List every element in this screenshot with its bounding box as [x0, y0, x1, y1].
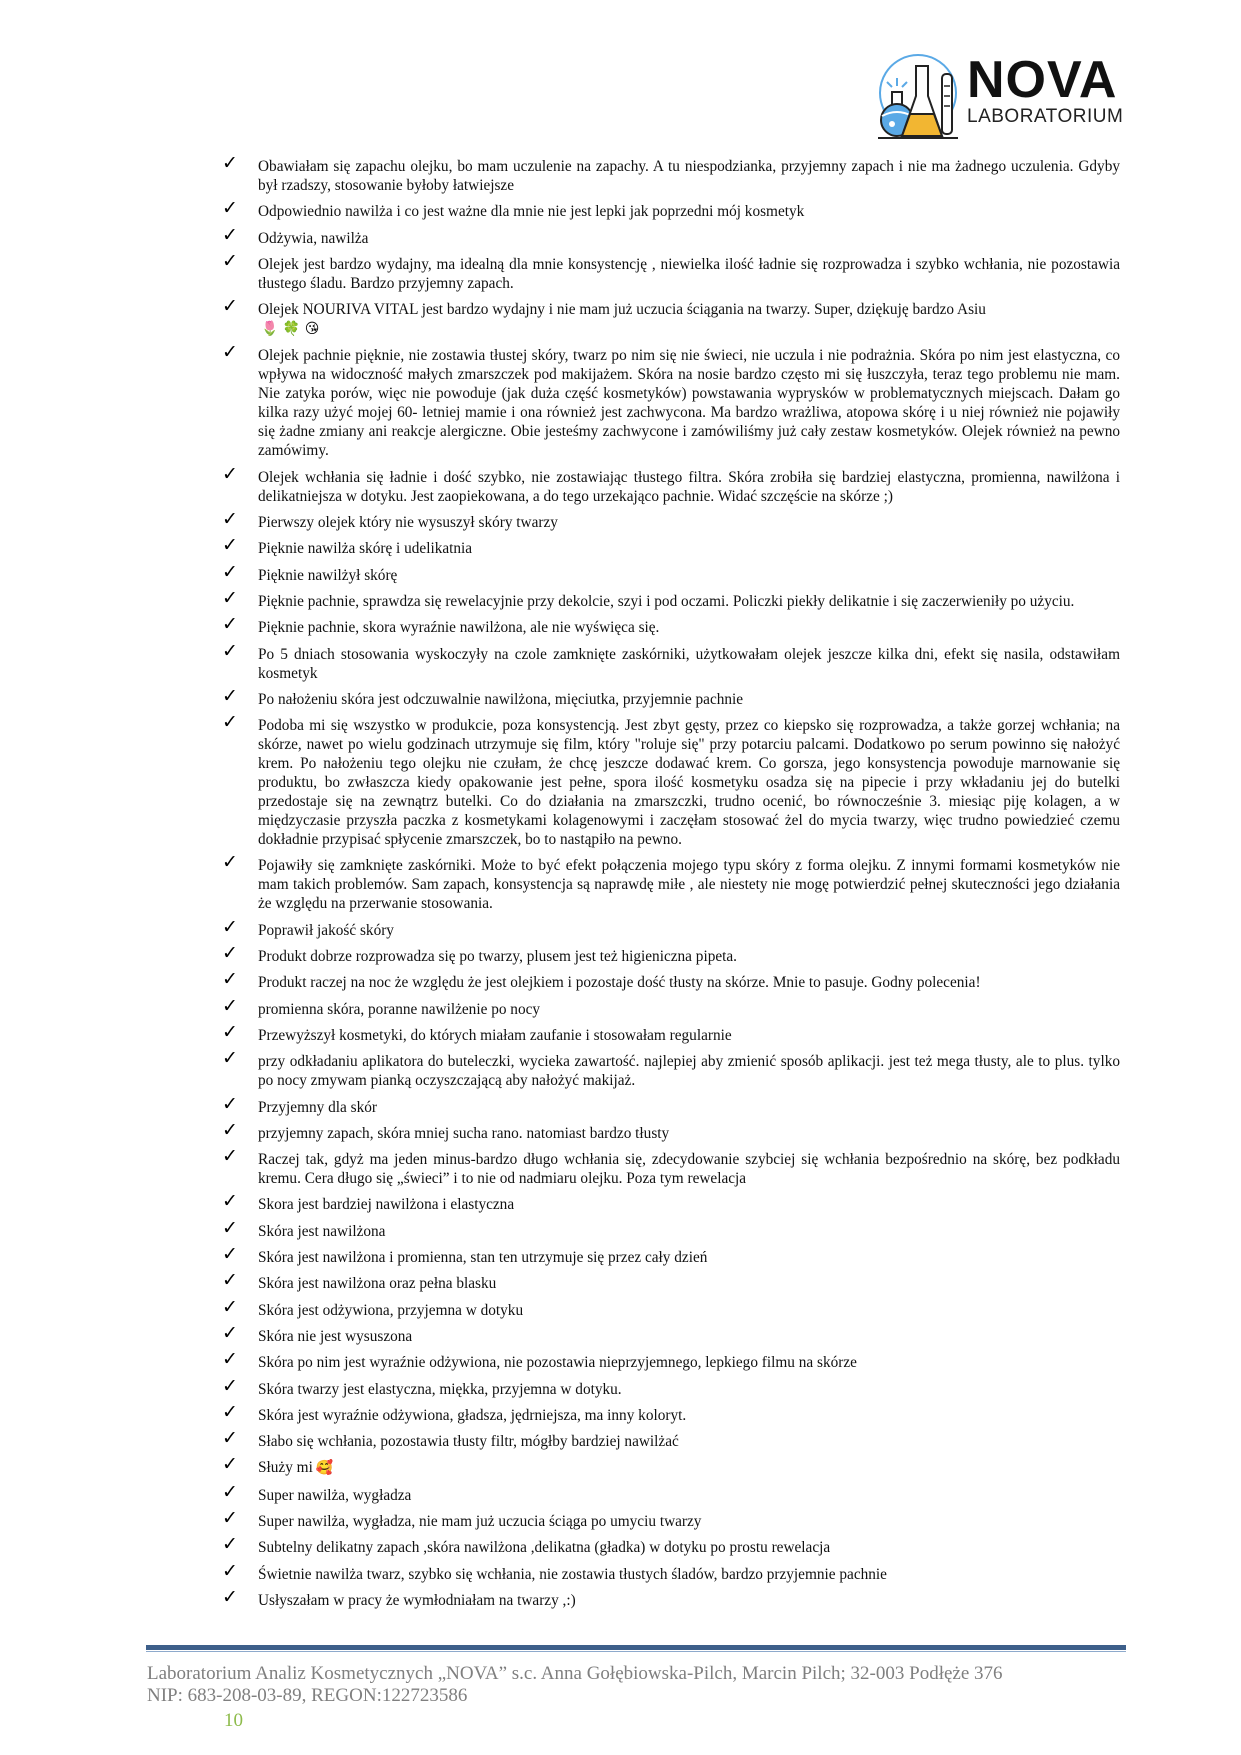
lab-flasks-icon [872, 52, 964, 144]
review-text: Obawiałam się zapachu olejku, bo mam uczulenie na zapachy. A tu niespodzianka, przyjemny zapach i nie ma żadnego uczulenia. Gdyby był rzadszy, stosowanie byłoby łatwiejsze [258, 158, 1120, 194]
checkmark-icon: ✓ [222, 1321, 238, 1344]
review-item [222, 613, 1120, 637]
footer-address: Laboratorium Analiz Kosmetycznych „NOVA” s.c. Anna Gołębiowska-Pilch, Marcin Pilch; 32-003 Podłęże 376 [147, 1663, 1003, 1684]
checkmark-icon: ✓ [222, 1145, 238, 1168]
review-text: Pojawiły się zamknięte zaskórniki. Może to być efekt połączenia mojego typu skóry z forma olejku. Z innymi formami kosmetyków nie mam takich problemów. Sam zapach, konsystencja są naprawdę miłe , ale niestety nie mogę potwierdzić pełnej skuteczności jego działania że względu na przerwanie stosowania. [258, 857, 1120, 913]
review-item [222, 994, 1120, 1019]
footer-tax-ids: NIP: 683-208-03-89, REGON:122723586 [147, 1685, 468, 1706]
checkmark-icon: ✓ [222, 1118, 238, 1141]
review-item [222, 1118, 1120, 1143]
review-text: Podoba mi się wszystko w produkcie, poza konsystencją. Jest zbyt gęsty, przez co kiepsko się rozprowadza, a także gorzej wchłania; na skórze, nawet po wielu godzinach utrzymuje się film, który "roluje się" przy potarciu palcami. Dodatkowo po serum powinno się nałożyć krem. Po nałożeniu tego olejku nie czułam, że chcę jeszcze dodawać krem. Co gorsza, jego konsystencja powoduje marnowanie się produktu, bo zwłaszcza kiedy opakowanie jest pełne, spora ilość kosmetyku osadza się na pipecie i przy wkładaniu jej do butelki przedostaje się na zewnątrz butelki. Co do działania na zmarszczki, trudno ocenić, bo równocześnie 3. miesiąc piję kolagen, a w międzyczasie przyszła paczka z kosmetykami kolagenowymi i zaczęłam stosować żel do mycia twarzy, więc trudno powiedzieć czemu dokładnie przypisać spłycenie zmarszczek, bo to nastąpiło na pewno. [258, 717, 1120, 849]
review-text: Raczej tak, gdyż ma jeden minus-bardzo długo wchłania się, zdecydowanie szybciej się wchłania bezpośrednio na skórę, bez podkładu kremu. Cera długo się „świeci” i to nie od nadmiaru olejku. Poza tym rewelacja [258, 1151, 1120, 1188]
review-text: Słabo się wchłania, pozostawia tłusty filtr, mógłby bardziej nawilżać [258, 1433, 679, 1451]
review-item [222, 1374, 1120, 1399]
checkmark-icon: ✓ [222, 1047, 238, 1070]
checkmark-icon: ✓ [222, 197, 238, 220]
review-item [222, 1453, 1120, 1478]
checkmark-icon: ✓ [222, 968, 238, 991]
emoji-icon: 🥰 [315, 1460, 334, 1477]
checkmark-icon: ✓ [222, 994, 238, 1017]
review-item [222, 1585, 1120, 1610]
review-item [222, 1020, 1120, 1045]
review-text: Służy mi [258, 1459, 313, 1477]
checkmark-icon: ✓ [222, 711, 238, 734]
review-item [222, 1269, 1120, 1293]
checkmark-icon: ✓ [222, 1348, 238, 1371]
checkmark-icon: ✓ [222, 639, 238, 662]
checkmark-icon: ✓ [222, 586, 238, 609]
review-text: Olejek NOURIVA VITAL jest bardzo wydajny i nie mam już uczucia ściągania na twarzy. Super, dziękuję bardzo Asiu [258, 301, 986, 319]
review-item [222, 462, 1120, 506]
checkmark-icon: ✓ [222, 1480, 238, 1503]
review-item [222, 1145, 1120, 1188]
review-item [222, 684, 1120, 709]
nova-laboratorium-logo [872, 52, 1132, 144]
review-text: Skóra jest nawilżona oraz pełna blasku [258, 1275, 497, 1293]
review-text: Olejek pachnie pięknie, nie zostawia tłustej skóry, twarz po nim się nie świeci, nie uczula i nie podrażnia. Skóra po nim jest elastyczna, co wpływa na widoczność małych zmarszczek pod makijażem. Skóra na nosie bardzo często mi się łuszczyła, teraz tego problemu nie mam. Nie zatyka porów, więc nie powoduje (jak duża część kosmetyków) powstawania wyprysków w problematycznych miejscach. Dałam go kilka razy użyć mojej 60- letniej mamie i ona również jest zachwycona. Ma bardzo wrażliwa, atopowa skórę i u niej również nie pojawiły się żadne zmiany ani reakcje alergiczne. Obie jesteśmy zachwycone i zamówiliśmy już cały zestaw kosmetyków. Olejek również na pewno zamówimy. [258, 347, 1120, 460]
review-text: Po 5 dniach stosowania wyskoczyły na czole zamknięte zaskórniki, użytkowałam olejek jeszcze kilka dni, efekt się nasila, odstawiłam kosmetyk [258, 645, 1120, 682]
review-text: Super nawilża, wygładza [258, 1486, 412, 1504]
checkmark-icon: ✓ [222, 1453, 238, 1476]
review-text: Poprawił jakość skóry [258, 921, 394, 939]
review-item [222, 1427, 1120, 1451]
review-text: Skóra twarzy jest elastyczna, miękka, przyjemna w dotyku. [258, 1380, 622, 1398]
review-text: Skóra jest nawilżona [258, 1222, 386, 1240]
checkmark-icon: ✓ [222, 1427, 238, 1450]
checkmark-icon: ✓ [222, 1092, 238, 1115]
review-text: przy odkładaniu aplikatora do buteleczki, wycieka zawartość. najlepiej aby zmienić sposób aplikacji. jest też mega tłusty, ale to plus. tylko po nocy zmywam pianką oczyszczającą aby nałożyć makijaż. [258, 1053, 1120, 1090]
review-text: Pięknie nawilżył skórę [258, 566, 398, 584]
checkmark-icon: ✓ [222, 915, 238, 938]
review-text: Subtelny delikatny zapach ,skóra nawilżona ,delikatna (gładka) w dotyku po prostu rewelacja [258, 1539, 831, 1557]
review-text: Przyjemny dla skór [258, 1098, 377, 1116]
review-item [222, 1321, 1120, 1346]
review-item [222, 341, 1120, 460]
footer-divider-thin [146, 1651, 1126, 1652]
review-item [222, 968, 1120, 992]
review-text: Pięknie pachnie, skora wyraźnie nawilżona, ale nie wyświęca się. [258, 619, 660, 637]
review-text: Pierwszy olejek który nie wysuszył skóry twarzy [258, 514, 558, 532]
review-text: Odpowiednio nawilża i co jest ważne dla mnie nie jest lepki jak poprzedni mój kosmetyk [258, 203, 805, 221]
review-text: promienna skóra, poranne nawilżenie po nocy [258, 1000, 541, 1018]
review-item [222, 586, 1120, 611]
checkmark-icon: ✓ [222, 152, 238, 174]
review-text: Skóra po nim jest wyraźnie odżywiona, nie pozostawia nieprzyjemnego, lepkiego filmu na skórze [258, 1354, 857, 1372]
footer-divider [146, 1645, 1126, 1650]
review-item [222, 508, 1120, 532]
review-item [222, 1295, 1120, 1320]
checkmark-icon: ✓ [222, 534, 238, 557]
review-item [222, 915, 1120, 940]
logo-name: NOVA [967, 51, 1118, 109]
checkmark-icon: ✓ [222, 1269, 238, 1292]
review-text: Skóra nie jest wysuszona [258, 1327, 413, 1345]
review-item [222, 534, 1120, 558]
review-text: Super nawilża, wygładza, nie mam już uczucia ściąga po umyciu twarzy [258, 1512, 702, 1530]
review-text: Świetnie nawilża twarz, szybko się wchłania, nie zostawia tłustych śladów, bardzo przyjemnie pachnie [258, 1565, 887, 1583]
review-text: Olejek jest bardzo wydajny, ma idealną dla mnie konsystencję , niewielka ilość ładnie się rozprowadza i szybko wchłania, nie pozostawia tłustego śladu. Bardzo przyjemny zapach. [258, 255, 1120, 292]
review-text: Usłyszałam w pracy że wymłodniałam na twarzy ,:) [258, 1591, 576, 1609]
review-item [222, 1216, 1120, 1241]
review-item [222, 152, 1120, 195]
review-item [222, 1348, 1120, 1372]
checkmark-icon: ✓ [222, 249, 238, 272]
review-text: Pięknie nawilża skórę i udelikatnia [258, 540, 473, 558]
footer-company-info [147, 1663, 1003, 1707]
review-text: Skora jest bardziej nawilżona i elastyczna [258, 1196, 515, 1214]
checkmark-icon: ✓ [222, 1533, 238, 1556]
checkmark-icon: ✓ [222, 942, 238, 965]
review-item [222, 1243, 1120, 1267]
checkmark-icon: ✓ [222, 1295, 238, 1318]
reviews-list [222, 152, 1120, 1617]
review-item [222, 197, 1120, 221]
review-text: Produkt raczej na noc że względu że jest olejkiem i pozostaje dość tłusty na skórze. Mnie to pasuje. Godny polecenia! [258, 974, 981, 992]
checkmark-icon: ✓ [222, 508, 238, 531]
checkmark-icon: ✓ [222, 1506, 238, 1529]
review-item [222, 1506, 1120, 1531]
review-item [222, 295, 1120, 339]
logo-subtitle: LABORATORIUM [967, 106, 1124, 127]
review-text: Odżywia, nawilża [258, 229, 369, 247]
review-text: Skóra jest wyraźnie odżywiona, gładsza, jędrniejsza, ma inny koloryt. [258, 1406, 687, 1424]
review-item [222, 639, 1120, 683]
checkmark-icon: ✓ [222, 560, 238, 583]
review-text: Skóra jest odżywiona, przyjemna w dotyku [258, 1301, 524, 1319]
checkmark-icon: ✓ [222, 1585, 238, 1608]
review-item [222, 1400, 1120, 1425]
checkmark-icon: ✓ [222, 1400, 238, 1423]
checkmark-icon: ✓ [222, 341, 238, 364]
review-item [222, 711, 1120, 849]
checkmark-icon: ✓ [222, 1020, 238, 1043]
checkmark-icon: ✓ [222, 295, 238, 318]
checkmark-icon: ✓ [222, 851, 238, 874]
review-item [222, 560, 1120, 585]
checkmark-icon: ✓ [222, 613, 238, 636]
checkmark-icon: ✓ [222, 1190, 238, 1213]
checkmark-icon: ✓ [222, 1559, 238, 1582]
review-text: Skóra jest nawilżona i promienna, stan ten utrzymuje się przez cały dzień [258, 1249, 708, 1267]
checkmark-icon: ✓ [222, 223, 238, 246]
review-text: Pięknie pachnie, sprawdza się rewelacyjnie przy dekolcie, szyi i pod oczami. Policzki piekły delikatnie i się zaczerwieniły po użyciu. [258, 592, 1075, 610]
checkmark-icon: ✓ [222, 1243, 238, 1266]
review-item [222, 942, 1120, 966]
review-item [222, 1533, 1120, 1557]
review-text: Produkt dobrze rozprowadza się po twarzy, plusem jest też higieniczna pipeta. [258, 948, 737, 966]
review-item [222, 1092, 1120, 1117]
checkmark-icon: ✓ [222, 462, 238, 485]
review-item [222, 1559, 1120, 1584]
review-item [222, 1047, 1120, 1090]
review-item [222, 851, 1120, 913]
review-text: Po nałożeniu skóra jest odczuwalnie nawilżona, mięciutka, przyjemnie pachnie [258, 690, 744, 708]
review-text: Przewyższył kosmetyki, do których miałam zaufanie i stosowałam regularnie [258, 1026, 732, 1044]
checkmark-icon: ✓ [222, 1374, 238, 1397]
review-item [222, 1480, 1120, 1505]
review-item [222, 249, 1120, 293]
page-number: 10 [224, 1710, 243, 1731]
checkmark-icon: ✓ [222, 1216, 238, 1239]
checkmark-icon: ✓ [222, 684, 238, 707]
review-text: przyjemny zapach, skóra mniej sucha rano. natomiast bardzo tłusty [258, 1124, 670, 1142]
review-text: Olejek wchłania się ładnie i dość szybko, nie zostawiając tłustego filtra. Skóra zrobiła się bardziej elastyczna, promienna, nawilżona i delikatniejsza w dotyku. Jest zaopiekowana, a do tego urzekająco pachnie. Widać szczęście na skórze ;) [258, 468, 1120, 505]
emoji-icon: 🌷 🍀 😘 [261, 321, 320, 338]
review-item [222, 1190, 1120, 1214]
review-item [222, 223, 1120, 248]
